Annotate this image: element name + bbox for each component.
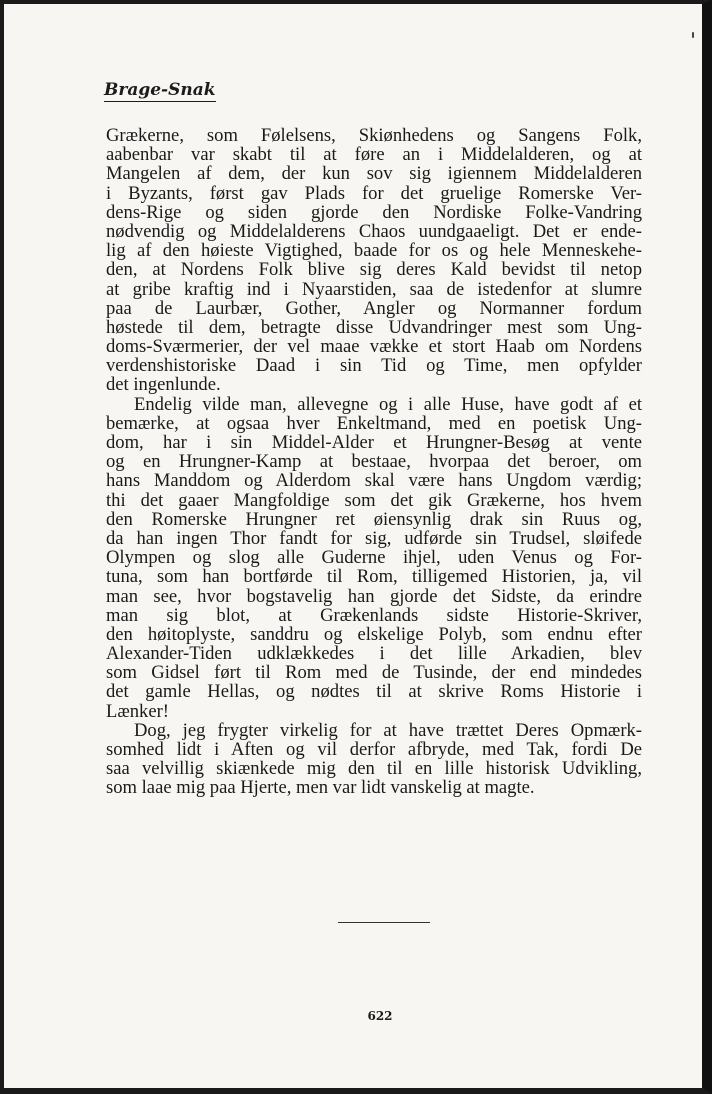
- text-line: Grækerne, som Følelsens, Skiønhedens og Sangens Folk,: [106, 125, 642, 146]
- text-line: man sig blot, at Grækenlands sidste Historie-Skriver,: [106, 604, 642, 626]
- text-line: Mangelen af dem, der kun sov sig igiennem Middelalderen: [106, 163, 642, 185]
- text-line: hans Manddom og Alderdom skal være hans Ungdom værdig;: [106, 470, 642, 492]
- section-divider: [338, 922, 430, 923]
- text-line: den, at Nordens Folk blive sig deres Kald bevidst til netop: [106, 259, 642, 281]
- text-line: at gribe kraftig ind i Nyaarstiden, saa de istedenfor at slumre: [106, 278, 642, 300]
- text-line: Lænker!: [106, 700, 169, 722]
- text-line: høstede til dem, betragte disse Udvandringer mest som Ung-: [106, 316, 642, 338]
- text-line: Endelig vilde man, allevegne og i alle Huse, have godt af et: [134, 393, 642, 415]
- text-line: lig af den høieste Vigtighed, baade for os og hele Menneskehe-: [106, 240, 642, 262]
- text-line: Olympen og slog alle Guderne ihjel, uden Venus og For-: [106, 547, 642, 569]
- text-line: bemærke, at ogsaa hver Enkeltmand, med en poetisk Ung-: [106, 412, 642, 434]
- text-line: og en Hrungner-Kamp at bestaae, hvorpaa det beroer, om: [106, 451, 642, 473]
- text-line: paa de Laurbær, Gother, Angler og Normanner fordum: [106, 297, 642, 319]
- running-head: Brage-Snak: [104, 80, 216, 100]
- body-text: [106, 126, 642, 798]
- text-line: saa velvillig skiænkede mig den til en lille historisk Udvikling,: [106, 758, 642, 780]
- text-line: den Romerske Hrungner ret øiensynlig drak sin Ruus og,: [106, 508, 642, 530]
- text-line: Dog, jeg frygter virkelig for at have trættet Deres Opmærk-: [134, 719, 642, 741]
- text-line: da han ingen Thor fandt for sig, udførde sin Trudsel, sløifede: [106, 527, 642, 549]
- text-line: verdenshistoriske Daad i sin Tid og Time, men opfylder: [106, 355, 642, 377]
- text-line: som Gidsel ført til Rom med de Tusinde, der end mindedes: [106, 662, 642, 684]
- text-line: dens-Rige og siden gjorde den Nordiske Folke-Vandring: [106, 201, 642, 223]
- page-number: 622: [367, 1009, 393, 1023]
- text-line: som laae mig paa Hjerte, men var lidt vanskelig at magte.: [106, 777, 535, 799]
- text-line: nødvendig og Middelalderens Chaos uundgaaeligt. Det er ende-: [106, 220, 642, 242]
- text-line: thi det gaaer Mangfoldige som det gik Grækerne, hos hvem: [106, 489, 642, 511]
- text-line: den høitoplyste, sanddru og elskelige Polyb, som endnu efter: [106, 623, 642, 645]
- text-line: aabenbar var skabt til at føre an i Middelalderen, og at: [106, 144, 642, 166]
- print-speck: [692, 32, 694, 38]
- text-line: det gamle Hellas, og nødtes til at skrive Roms Historie i: [106, 681, 642, 703]
- text-line: i Byzants, først gav Plads for det gruelige Romerske Ver-: [106, 182, 642, 204]
- text-line: somhed lidt i Aften og vil derfor afbryde, med Tak, fordi De: [106, 739, 642, 760]
- text-line: Alexander-Tiden udklækkedes i det lille Arkadien, blev: [106, 643, 642, 665]
- text-line: man see, hvor bogstavelig han gjorde det Sidste, da erindre: [106, 585, 642, 607]
- text-line: det ingenlunde.: [106, 374, 221, 396]
- text-line: tuna, som han bortførde til Rom, tilligemed Historien, ja, vil: [106, 566, 642, 588]
- text-line: doms-Sværmerier, der vel maae vække et stort Haab om Nordens: [106, 336, 642, 358]
- text-line: dom, har i sin Middel-Alder et Hrungner-Besøg at vente: [106, 432, 642, 453]
